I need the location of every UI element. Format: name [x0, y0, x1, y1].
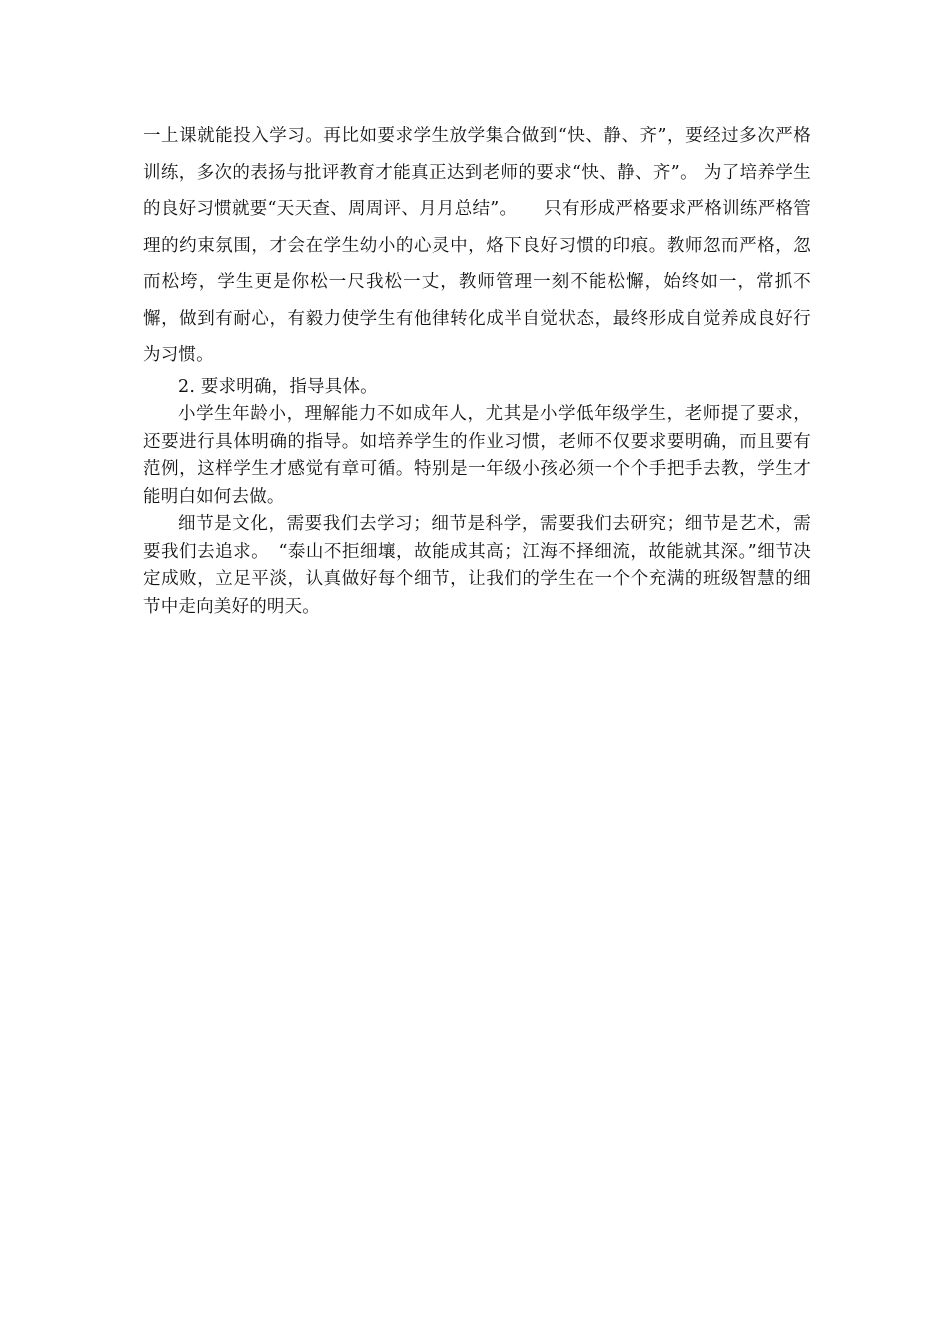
- section-heading-clear-requirements: 2. 要求明确，指导具体。: [178, 376, 378, 397]
- paragraph-strict-training: 一上课就能投入学习。再比如要求学生放学集合做到“快、静、齐”，要经过多次严格训练，多次的表扬与批评教育才能真正达到老师的要求“快、静、齐”。 为了培养学生的良好习惯就要“天天查、周周评、月月总结”。 只有形成严格要求严格训练严格管理的约束氛围，才会在学生幼小的心灵中，烙下良好习惯的印痕。教师忽而严格，忽而松垮，学生更是你松一尺我松一丈，教师管理一刻不能松懈，始终如一，常抓不懈，做到有耐心，有毅力使学生有他律转化成半自觉状态，最终形成自觉养成良好行为习惯。: [143, 126, 811, 365]
- document-body: [143, 118, 811, 621]
- paragraph-specific-guidance: 小学生年龄小，理解能力不如成年人，尤其是小学低年级学生，老师提了要求，还要进行具体明确的指导。如培养学生的作业习惯，老师不仅要求要明确，而且要有范例，这样学生才感觉有章可循。特别是一年级小孩必须一个个手把手去教，学生才能明白如何去做。: [143, 404, 811, 507]
- paragraph-details-conclusion: 细节是文化，需要我们去学习；细节是科学，需要我们去研究；细节是艺术，需要我们去追求。 “泰山不拒细壤，故能成其高；江海不择细流，故能就其深。”细节决定成败，立足平淡，认真做好每个细节，让我们的学生在一个个充满的班级智慧的细节中走向美好的明天。: [143, 514, 811, 617]
